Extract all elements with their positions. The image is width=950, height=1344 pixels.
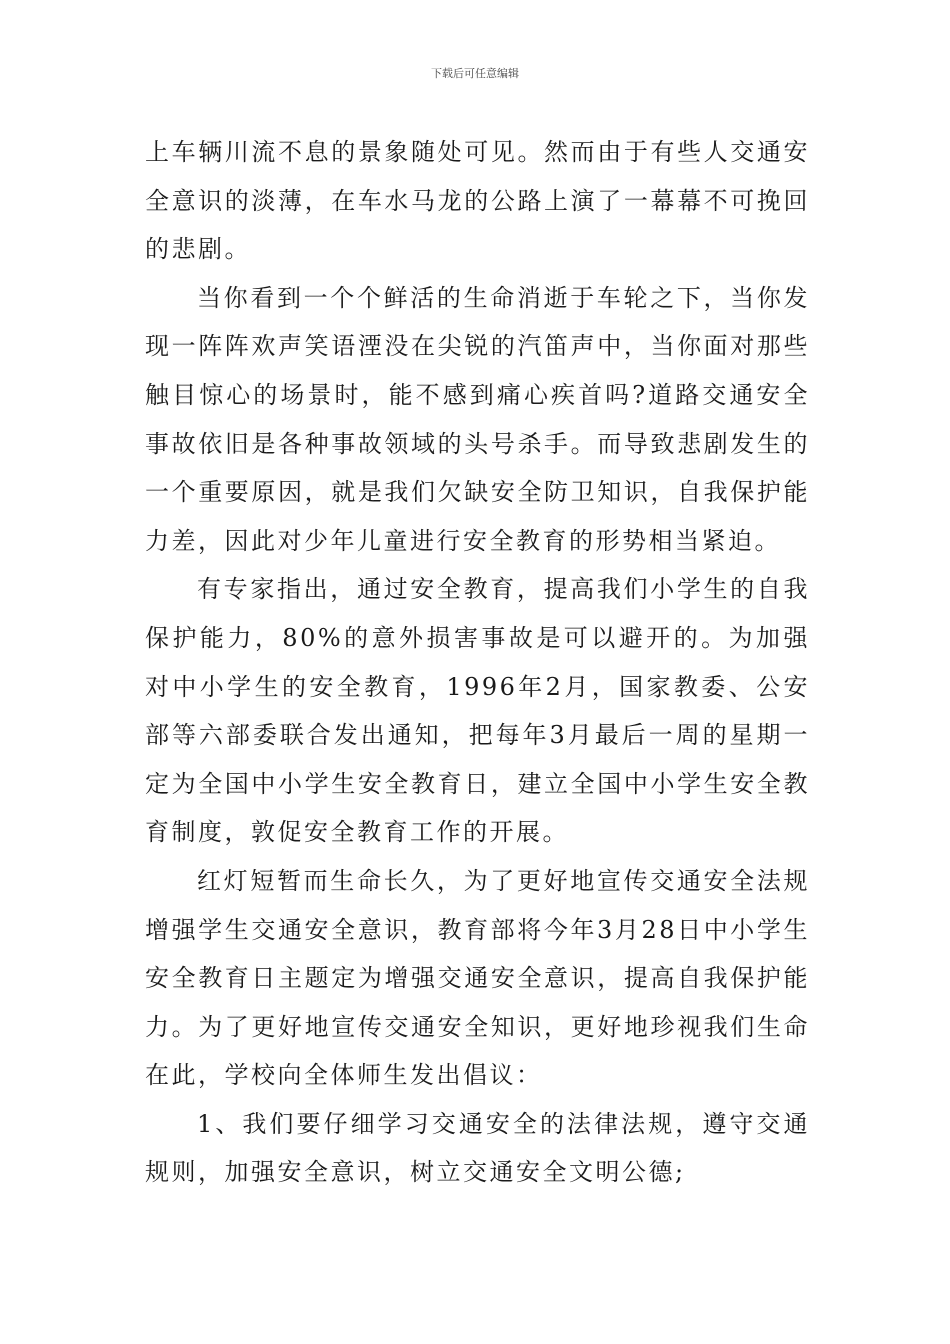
paragraph: 当你看到一个个鲜活的生命消逝于车轮之下，当你发现一阵阵欢声笑语湮没在尖锐的汽笛声中，当你面对那些触目惊心的场景时，能不感到痛心疾首吗?道路交通安全事故依旧是各种事故领域的头号杀手。而导致悲剧发生的一个重要原因，就是我们欠缺安全防卫知识，自我保护能力差，因此对少年儿童进行安全教育的形势相当紧迫。: [145, 283, 810, 555]
paragraph: 红灯短暂而生命长久，为了更好地宣传交通安全法规增强学生交通安全意识，教育部将今年3月28日中小学生安全教育日主题定为增强交通安全意识，提高自我保护能力。为了更好地宣传交通安全知识，更好地珍视我们生命在此，学校向全体师生发出倡议：: [145, 866, 810, 1090]
paragraph-continuation: 上车辆川流不息的景象随处可见。然而由于有些人交通安全意识的淡薄，在车水马龙的公路上演了一幕幕不可挽回的悲剧。: [145, 138, 810, 264]
header-note: 下载后可任意编辑: [431, 67, 519, 80]
paragraph-list-item: 1、我们要仔细学习交通安全的法律法规，遵守交通规则，加强安全意识，树立交通安全文明公德;: [145, 1109, 810, 1187]
document-body: [145, 128, 810, 1197]
paragraph: 有专家指出，通过安全教育，提高我们小学生的自我保护能力，80%的意外损害事故是可以避开的。为加强对中小学生的安全教育，1996年2月，国家教委、公安部等六部委联合发出通知，把每年3月最后一周的星期一定为全国中小学生安全教育日，建立全国中小学生安全教育制度，敦促安全教育工作的开展。: [145, 575, 810, 847]
